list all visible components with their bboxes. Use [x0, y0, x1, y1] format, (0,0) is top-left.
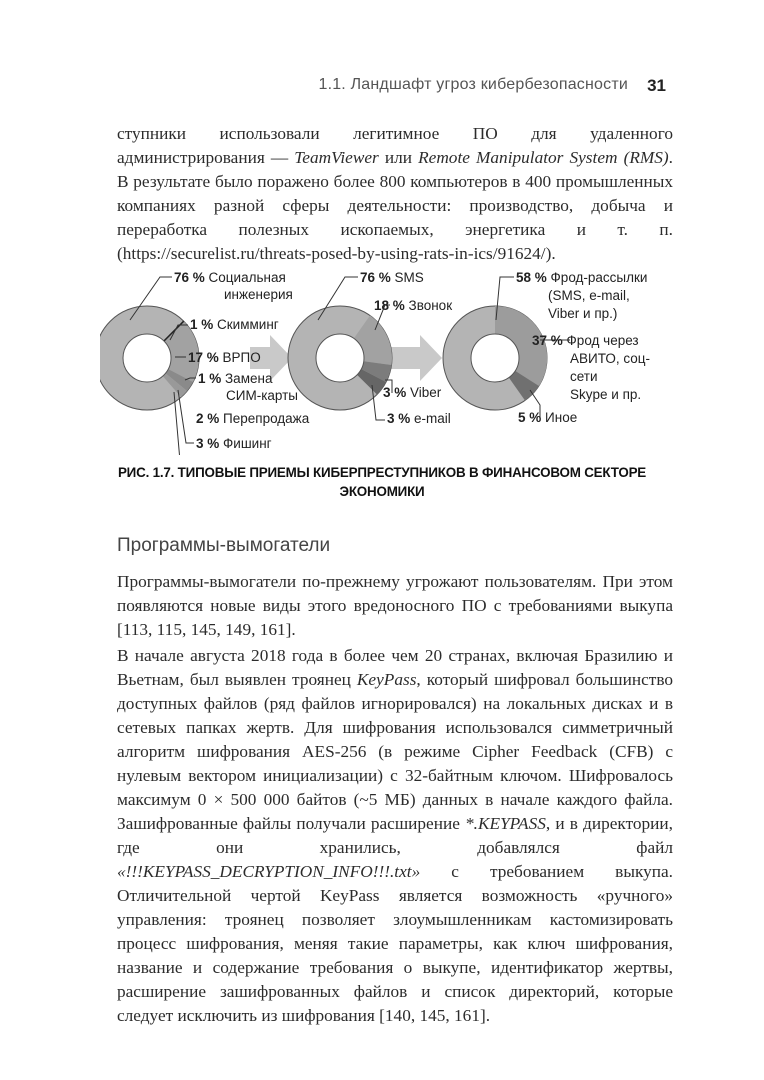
- label-1-2: 1 % Скимминг: [190, 317, 279, 332]
- donut-chart-1: [100, 306, 199, 410]
- keypass-name: KeyPass: [356, 670, 417, 689]
- label-3-3: 5 % Иное: [518, 410, 578, 425]
- section-heading: Программы-вымогатели: [117, 535, 331, 556]
- label-1-4: 1 % Замена: [198, 371, 273, 386]
- donut-chart-2: [288, 306, 392, 410]
- text-run: . В результате было поражено более 800 компьютеров в 400 промышленных компаниях разной сферы деятельности: производство, добыча и переработка полезных ископаемых, энергетика и т. п. (https://securelist.ru/threats-posed-by-using-rats-in-ics/91624/).: [117, 148, 673, 263]
- ransom-note-filename: «!!!KEYPASS_DECRYPTION_INFO!!!.txt»: [117, 862, 421, 881]
- label-3-2b: АВИТО, соц-: [570, 351, 650, 366]
- label-1-6: 3 % Фишинг: [196, 436, 272, 451]
- file-extension: *.KEYPASS: [465, 814, 546, 833]
- rms-name: Remote Manipulator System (RMS): [418, 148, 669, 167]
- text-run: ступники использовали легитимное ПО для удаленного администрирования —: [117, 124, 673, 167]
- label-2-2: 18 % Звонок: [374, 298, 453, 313]
- text-run: , и в директории, где они хранились, добавлялся файл: [117, 814, 673, 857]
- page-number: 31: [647, 76, 666, 95]
- caption-line-2: ЭКОНОМИКИ: [339, 484, 425, 499]
- text-run: или: [378, 148, 419, 167]
- label-1-5: 2 % Перепродажа: [196, 411, 310, 426]
- label-3-2d: Skype и пр.: [570, 387, 642, 402]
- label-3-1: 58 % Фрод-рассылки: [516, 270, 648, 285]
- text-run: В начале августа 2018 года в более чем 20 странах, включая Бразилию и Вьетнам, был выявлен троянец: [117, 646, 673, 689]
- label-1-4b: СИМ-карты: [226, 388, 299, 403]
- label-1-1b: инженерия: [224, 287, 293, 302]
- paragraph-intro: [117, 122, 673, 266]
- label-2-4: 3 % e-mail: [387, 411, 451, 426]
- paragraph-keypass: [117, 644, 673, 1028]
- label-3-1b: (SMS, e-mail,: [548, 288, 630, 303]
- label-3-1c: Viber и пр.): [548, 306, 618, 321]
- arrow-icon: [390, 335, 442, 381]
- paragraph-ransomware: [117, 570, 673, 642]
- figure-caption: [110, 463, 654, 501]
- teamviewer-name: TeamViewer: [294, 148, 379, 167]
- text-run: , который шифровал большинство доступных файлов (ряд файлов игнорировался) на локальных дисках и в сетевых папках жертв. Для шифрования использовался симметричный алгоритм шифрования AES-256 (в режиме Cipher Feedback (CFB) с нулевым вектором инициализации) с 32-байтным ключом. Шифровалось максимум 0 × 500 000 байтов (~5 МБ) данных в начале каждого файла. Зашифрованные файлы получали расширение: [117, 670, 673, 833]
- label-1-1: 76 % Социальная: [174, 270, 286, 285]
- running-head: [0, 76, 764, 100]
- label-3-2c: сети: [570, 369, 598, 384]
- label-3-2: 37 % Фрод через: [532, 333, 639, 348]
- label-1-3: 17 % ВРПО: [188, 350, 261, 365]
- paragraph-text: Программы-вымогатели по-прежнему угрожают пользователям. При этом появляются новые виды этого вредоносного ПО с требованиями выкупа [113, 115, 145, 149, 161].: [117, 572, 673, 639]
- section-title: 1.1. Ландшафт угроз кибербезопасности: [318, 76, 628, 93]
- figure-donut-charts: [100, 265, 700, 455]
- caption-line-1: РИС. 1.7. ТИПОВЫЕ ПРИЕМЫ КИБЕРПРЕСТУПНИКОВ В ФИНАНСОВОМ СЕКТОРЕ: [117, 465, 647, 480]
- donut-chart-3: [443, 306, 547, 410]
- label-2-1: 76 % SMS: [360, 270, 424, 285]
- label-2-3: 3 % Viber: [383, 385, 442, 400]
- text-run: с требованием выкупа. Отличительной чертой KeyPass является возможность «ручного» управления: троянец позволяет злоумышленникам кастомизировать процесс шифрования, меняя такие параметры, как ключ шифрования, название и содержание требования о выкупе, идентификатор жертвы, расширение зашифрованных файлов и список директорий, которые следует исключить из шифрования [140, 145, 161].: [117, 862, 673, 1025]
